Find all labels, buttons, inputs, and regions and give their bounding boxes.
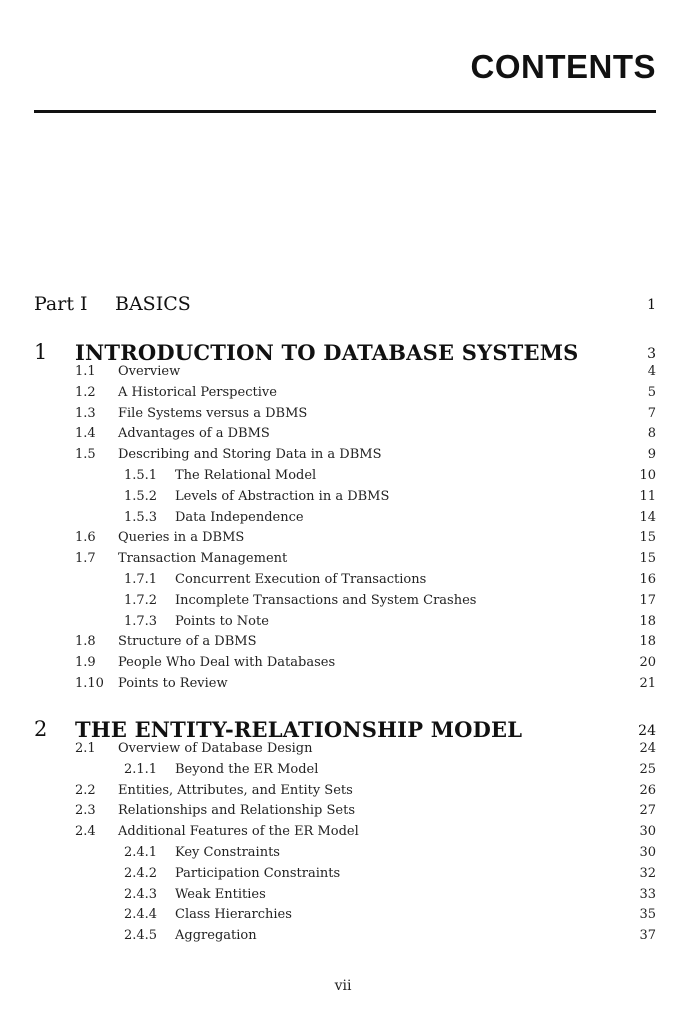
page-number-footer: vii (334, 978, 352, 994)
entry-title: Structure of a DBMS (118, 634, 257, 650)
entry-page: 24 (639, 741, 656, 756)
entry-page: 26 (639, 782, 656, 798)
subsection-entry (0, 614, 686, 634)
subsection-entry (0, 572, 686, 592)
entry-title: The Relational Model (175, 468, 317, 483)
entry-page: 7 (647, 405, 656, 421)
subsection-entry (0, 887, 686, 907)
entry-number: 1.9 (75, 655, 96, 671)
entry-number: 1.5 (75, 447, 96, 463)
subsection-entry (0, 593, 686, 613)
part-page: 1 (647, 297, 656, 313)
subsection-entry (0, 468, 686, 488)
section-entry (0, 530, 686, 550)
entry-number: 1.5.1 (124, 468, 158, 483)
entry-number: 2.4.3 (124, 886, 158, 902)
entry-page: 15 (639, 551, 656, 567)
entry-page: 32 (639, 865, 656, 881)
entry-title: Points to Note (175, 613, 269, 629)
entry-number: 2.4.4 (124, 907, 158, 923)
entry-page: 17 (639, 592, 656, 608)
subsection-entry (0, 489, 686, 509)
entry-page: 10 (639, 468, 656, 483)
part-heading (0, 293, 686, 313)
entry-page: 35 (639, 907, 656, 923)
entry-title: Incomplete Transactions and System Crashes (175, 592, 477, 608)
subsection-entry (0, 510, 686, 530)
entry-number: 1.8 (75, 634, 96, 650)
section-entry (0, 655, 686, 675)
entry-page: 15 (639, 530, 656, 546)
entry-title: Points to Review (118, 676, 228, 691)
entry-number: 1.7.3 (124, 613, 158, 629)
entry-title: Class Hierarchies (175, 907, 292, 923)
entry-number: 2.4 (75, 824, 96, 840)
entry-page: 16 (639, 572, 656, 587)
entry-title: Data Independence (175, 509, 304, 525)
section-entry (0, 426, 686, 446)
entry-number: 1.5.3 (124, 509, 158, 525)
entry-page: 30 (639, 845, 656, 860)
entry-title: Additional Features of the ER Model (118, 824, 359, 840)
entry-number: 2.4.1 (124, 845, 158, 860)
entry-title: Beyond the ER Model (175, 761, 319, 777)
entry-title: A Historical Perspective (118, 384, 277, 400)
entry-page: 20 (639, 655, 656, 671)
section-entry (0, 385, 686, 405)
entry-number: 1.2 (75, 384, 96, 400)
chapter-page: 3 (647, 346, 656, 362)
entry-number: 2.4.2 (124, 865, 158, 881)
subsection-entry (0, 866, 686, 886)
entry-page: 21 (639, 676, 656, 691)
entry-title: Queries in a DBMS (118, 530, 245, 546)
entry-title: Overview of Database Design (118, 741, 313, 756)
part-title: BASICS (115, 293, 191, 315)
entry-number: 2.3 (75, 803, 96, 819)
subsection-entry (0, 845, 686, 865)
section-entry (0, 447, 686, 467)
chapter-heading (0, 717, 686, 742)
section-entry (0, 803, 686, 823)
chapter-title: INTRODUCTION TO DATABASE SYSTEMS (75, 340, 579, 365)
entry-number: 1.6 (75, 530, 96, 546)
entry-number: 1.5.2 (124, 488, 158, 504)
entry-title: Entities, Attributes, and Entity Sets (118, 782, 353, 798)
entry-title: Key Constraints (175, 845, 280, 860)
entry-title: Relationships and Relationship Sets (118, 803, 355, 819)
entry-title: Weak Entities (175, 886, 266, 902)
entry-page: 33 (639, 886, 656, 902)
heading-rule (34, 110, 656, 113)
subsection-entry (0, 907, 686, 927)
entry-title: Transaction Management (118, 551, 288, 567)
entry-title: Participation Constraints (175, 865, 341, 881)
entry-title: Aggregation (175, 928, 257, 944)
entry-title: File Systems versus a DBMS (118, 405, 308, 421)
entry-title: Levels of Abstraction in a DBMS (175, 488, 390, 504)
chapter-title: THE ENTITY-RELATIONSHIP MODEL (75, 717, 523, 742)
entry-page: 37 (639, 928, 656, 944)
page-title: CONTENTS (470, 48, 656, 85)
entry-page: 27 (639, 803, 656, 819)
entry-title: Advantages of a DBMS (118, 426, 270, 442)
section-entry (0, 741, 686, 761)
entry-page: 25 (639, 761, 656, 777)
entry-page: 14 (639, 509, 656, 525)
entry-title: Describing and Storing Data in a DBMS (118, 447, 382, 463)
entry-number: 1.4 (75, 426, 96, 442)
entry-title: People Who Deal with Databases (118, 655, 336, 671)
section-entry (0, 783, 686, 803)
entry-number: 1.3 (75, 405, 96, 421)
entry-number: 2.4.5 (124, 928, 158, 944)
entry-number: 1.1 (75, 364, 96, 379)
section-entry (0, 634, 686, 654)
entry-page: 18 (639, 634, 656, 650)
entry-number: 1.7 (75, 551, 96, 567)
subsection-entry (0, 762, 686, 782)
entry-page: 8 (647, 426, 656, 442)
section-entry (0, 551, 686, 571)
entry-page: 9 (647, 447, 656, 463)
chapter-number: 1 (34, 340, 48, 364)
entry-number: 2.1.1 (124, 761, 158, 777)
entry-number: 2.1 (75, 741, 96, 756)
entry-page: 30 (639, 824, 656, 840)
section-entry (0, 824, 686, 844)
entry-page: 18 (639, 613, 656, 629)
subsection-entry (0, 928, 686, 948)
entry-number: 1.7.1 (124, 572, 158, 587)
entry-number: 1.7.2 (124, 592, 158, 608)
section-entry (0, 364, 686, 384)
chapter-heading (0, 340, 686, 365)
entry-page: 4 (647, 364, 656, 379)
entry-title: Overview (118, 364, 181, 379)
chapter-page: 24 (638, 723, 656, 739)
entry-number: 2.2 (75, 782, 96, 798)
section-entry (0, 406, 686, 426)
entry-title: Concurrent Execution of Transactions (175, 572, 427, 587)
part-label: Part I (34, 293, 88, 315)
entry-page: 5 (647, 384, 656, 400)
section-entry (0, 676, 686, 696)
chapter-number: 2 (34, 717, 48, 741)
entry-page: 11 (639, 488, 656, 504)
entry-number: 1.10 (75, 676, 104, 691)
